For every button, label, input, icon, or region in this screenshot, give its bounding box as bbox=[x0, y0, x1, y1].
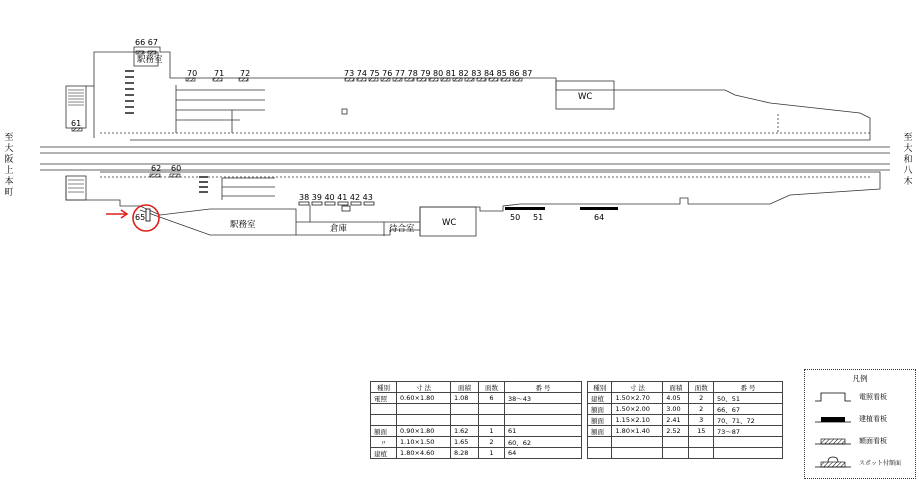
label-66-67: 66 67 bbox=[135, 38, 158, 47]
room-wc-upper: WC bbox=[578, 92, 593, 102]
label-50: 50 bbox=[510, 213, 521, 222]
room-office-lower: 駅務室 bbox=[230, 220, 256, 230]
label-38-43: 38 39 40 41 42 43 bbox=[299, 193, 373, 202]
table-row: 電照 0.60×1.80 1.08 6 38〜43 bbox=[371, 393, 582, 404]
room-wc-lower: WC bbox=[442, 218, 457, 228]
table-row bbox=[588, 437, 783, 448]
table-row: 額面 1.80×1.40 2.52 15 73〜87 bbox=[588, 426, 783, 437]
table-row: 建植 1.80×4.60 8.28 1 64 bbox=[371, 448, 582, 459]
sign-65-marker bbox=[146, 209, 150, 221]
spot-framed-sign-icon bbox=[813, 456, 853, 468]
sign-number-labels bbox=[71, 38, 604, 222]
direction-left: 至大阪上本町 bbox=[4, 133, 14, 198]
label-61: 61 bbox=[71, 119, 82, 128]
table-row: 建植 1.50×2.70 4.05 2 50、51 bbox=[588, 393, 783, 404]
table-header-row: 種別 寸 法 面積 面数 番 号 bbox=[588, 382, 783, 393]
label-62: 62 bbox=[151, 164, 162, 173]
upper-platform bbox=[66, 47, 870, 140]
label-65: 65 bbox=[135, 213, 146, 222]
standing-sign-icon bbox=[813, 412, 853, 424]
room-office-upper: 駅務室 bbox=[137, 55, 163, 65]
label-70: 70 bbox=[187, 69, 198, 78]
label-71: 71 bbox=[214, 69, 225, 78]
table-row: 額面 0.90×1.80 1.62 1 61 bbox=[371, 426, 582, 437]
standing-signs bbox=[505, 207, 618, 210]
label-72: 72 bbox=[240, 69, 251, 78]
framed-sign-icon bbox=[813, 434, 853, 446]
lower-stair-treads bbox=[68, 180, 84, 192]
legend: 凡例 電照看板 建植看板 額面看板 スポット付額面 bbox=[804, 369, 916, 479]
table-row: 額面 1.15×2.10 2.41 3 70、71、72 bbox=[588, 415, 783, 426]
direction-right: 至大和八木 bbox=[903, 133, 913, 187]
label-73-87: 73 74 75 76 77 78 79 80 81 82 83 84 85 86 87 bbox=[344, 69, 533, 78]
label-51: 51 bbox=[533, 213, 544, 222]
spec-table-right bbox=[587, 381, 783, 459]
table-row bbox=[371, 404, 582, 415]
table-row: 額面 1.50×2.00 3.00 2 66、67 bbox=[588, 404, 783, 415]
lower-platform bbox=[66, 172, 880, 236]
upper-stair-treads bbox=[68, 90, 84, 105]
track-lines bbox=[40, 147, 890, 170]
table-row bbox=[371, 415, 582, 426]
sign-65-highlight bbox=[106, 205, 159, 231]
illuminated-sign-icon bbox=[813, 390, 853, 402]
lower-bench-marks bbox=[199, 176, 208, 193]
room-waiting: 待合室 bbox=[389, 224, 415, 234]
table-row: 〃 1.10×1.50 1.65 2 60、62 bbox=[371, 437, 582, 448]
upper-bench-marks bbox=[125, 70, 134, 114]
label-60: 60 bbox=[171, 164, 182, 173]
table-header-row: 種別 寸 法 面積 面数 番 号 bbox=[371, 382, 582, 393]
room-storage: 倉庫 bbox=[330, 224, 348, 234]
table-row bbox=[588, 448, 783, 459]
spec-table-left bbox=[370, 381, 582, 459]
label-64: 64 bbox=[594, 213, 605, 222]
legend-title: 凡例 bbox=[852, 374, 868, 383]
